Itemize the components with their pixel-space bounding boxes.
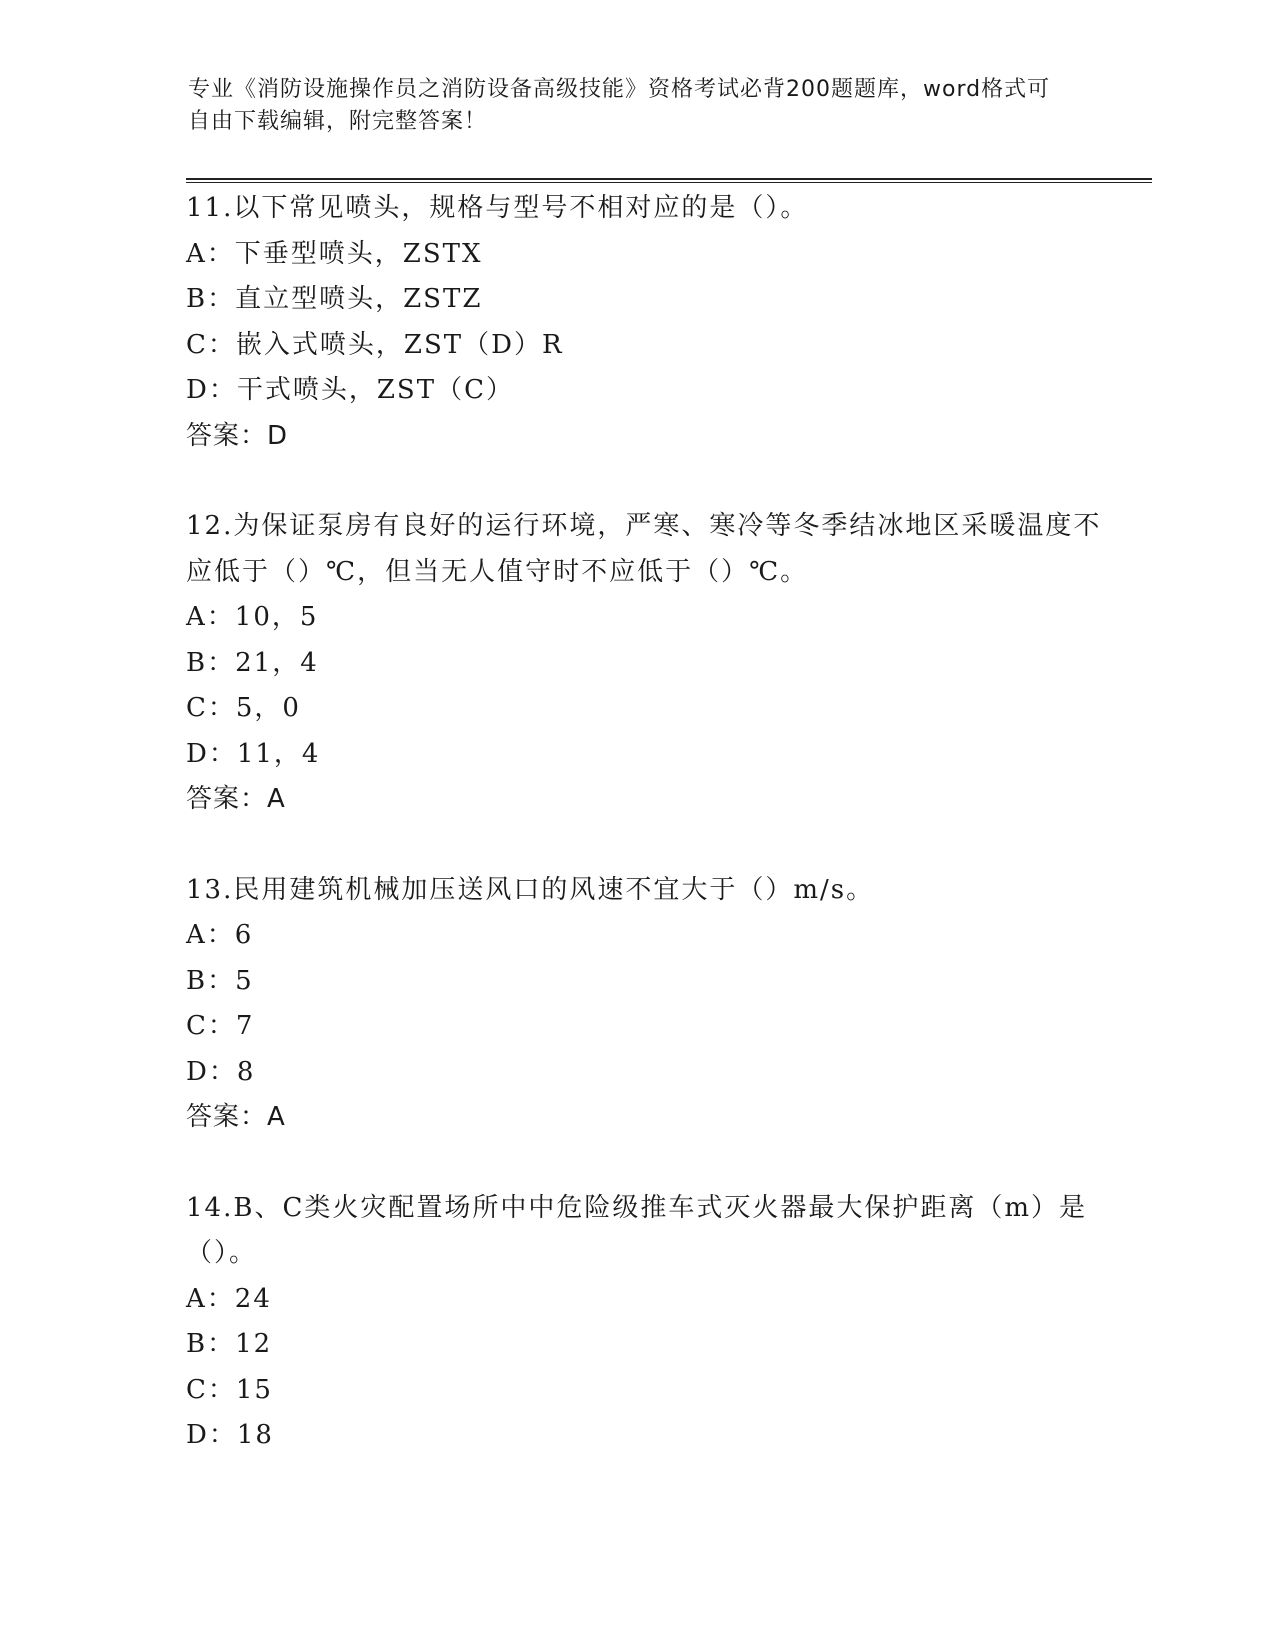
question-11 [186,186,1106,459]
question-spacer [186,823,1106,868]
question-spacer [186,459,1106,504]
option-d: D：8 [186,1056,256,1087]
answer-label: 答案：D [186,420,289,451]
question-spacer [186,1141,1106,1186]
question-stem: 14.B、C类火灾配置场所中中危险级推车式灭火器最大保护距离（m）是（）。 [186,1192,1088,1268]
answer-label: 答案：A [186,1102,286,1132]
option-c: C：15 [186,1374,273,1405]
option-d: D：11，4 [186,738,321,769]
question-stem: 12.为保证泵房有良好的运行环境，严寒、寒冷等冬季结冰地区采暖温度不应低于（）℃，但当无人值守时不应低于（）℃。 [186,511,1102,587]
option-a: A：24 [186,1283,272,1314]
option-b: B：12 [186,1329,273,1359]
option-b: B：21，4 [186,647,319,678]
question-14 [186,1186,1106,1459]
option-c: C：5，0 [186,693,301,723]
document-header [188,74,1068,138]
question-list [186,186,1106,1459]
question-12 [186,504,1106,823]
question-stem: 13.民用建筑机械加压送风口的风速不宜大于（）m/s。 [186,874,875,905]
option-c: C：嵌入式喷头，ZST（D）R [186,329,564,360]
question-stem: 11.以下常见喷头，规格与型号不相对应的是（）。 [186,193,809,223]
option-c: C：7 [186,1011,255,1041]
answer-label: 答案：A [186,784,286,814]
option-a: A：6 [186,920,254,950]
option-d: D：18 [186,1420,274,1450]
option-b: B：直立型喷头，ZSTZ [186,284,483,314]
option-d: D：干式喷头，ZST（C） [186,375,514,405]
header-intro-text: 专业《消防设施操作员之消防设备高级技能》资格考试必背200题题库，word格式可自由下载编辑，附完整答案！ [188,77,1051,134]
option-a: A：10，5 [186,602,319,632]
option-a: A：下垂型喷头，ZSTX [186,238,483,269]
option-b: B：5 [186,965,254,996]
question-13 [186,868,1106,1141]
header-divider [186,178,1152,183]
